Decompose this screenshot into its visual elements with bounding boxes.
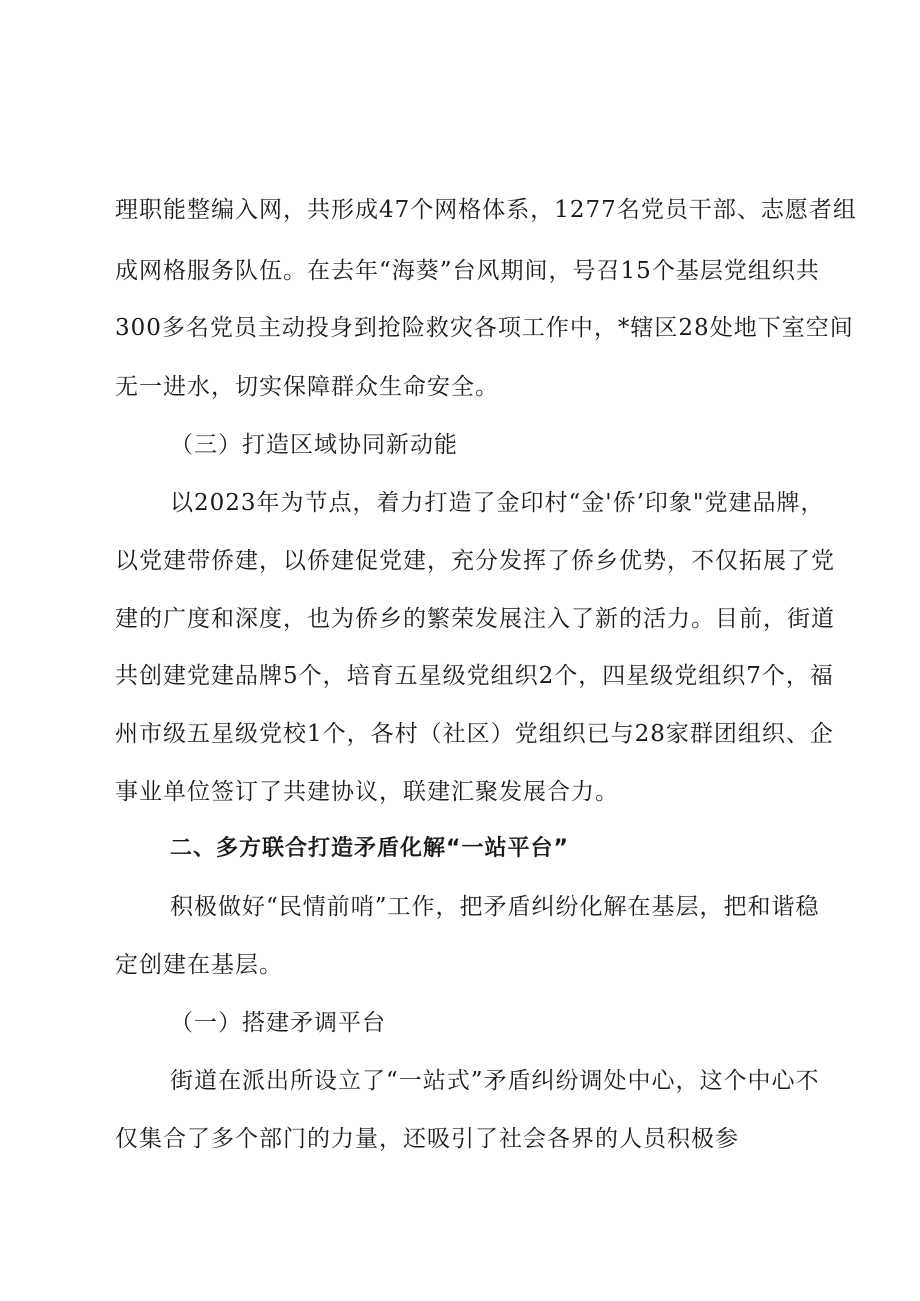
text-glyph: 个 xyxy=(322,721,347,747)
text-glyph: 者 xyxy=(808,197,833,223)
text-glyph: 项 xyxy=(497,315,522,341)
text-glyph: 愿 xyxy=(784,197,809,223)
text-glyph: 创 xyxy=(139,663,163,689)
text-glyph: 风 xyxy=(476,258,501,284)
paragraph-line xyxy=(115,313,854,343)
subheading-three: （三）打造区域协同新动能 xyxy=(170,432,458,458)
text-glyph: 格 xyxy=(163,258,187,284)
text-glyph: 组 xyxy=(698,663,723,689)
text-glyph: 与 xyxy=(610,721,635,747)
text-glyph: 的 xyxy=(619,606,643,632)
text-glyph: 级 xyxy=(442,663,467,689)
text-glyph: 空 xyxy=(805,315,830,341)
text-glyph: ， xyxy=(427,548,451,574)
text-glyph: 党 xyxy=(723,258,748,284)
text-glyph: 间 xyxy=(829,315,854,341)
text-glyph: 救 xyxy=(425,315,450,341)
text-glyph: 侨 xyxy=(571,548,595,574)
text-glyph: 党 xyxy=(209,315,234,341)
text-glyph: ， xyxy=(346,721,371,747)
text-glyph: 的 xyxy=(139,606,163,632)
text-glyph: 星 xyxy=(211,721,235,747)
text-glyph: 力 xyxy=(667,606,691,632)
text-glyph: * xyxy=(617,315,631,341)
text-glyph: 抢 xyxy=(377,315,402,341)
text-glyph: 个 xyxy=(761,663,786,689)
text-glyph: 作 xyxy=(545,315,570,341)
text-glyph: 乡 xyxy=(595,548,619,574)
text-glyph: 队 xyxy=(235,258,259,284)
text-glyph: 组 xyxy=(832,197,857,223)
text-glyph: 47 xyxy=(379,197,411,223)
text-glyph: 室 xyxy=(781,315,806,341)
text-glyph: 团 xyxy=(713,721,738,747)
text-glyph: 辖 xyxy=(630,315,655,341)
text-glyph: 党 xyxy=(379,548,403,574)
text-glyph: 动 xyxy=(281,315,306,341)
text-glyph: 员 xyxy=(233,315,258,341)
text-glyph: 织 xyxy=(514,663,539,689)
text-glyph: 建 xyxy=(403,548,427,574)
text-glyph: 了 xyxy=(571,606,595,632)
text-glyph: 发 xyxy=(475,606,499,632)
text-glyph: 不 xyxy=(691,548,715,574)
text-glyph: 能 xyxy=(163,197,187,223)
text-glyph: 网 xyxy=(259,197,283,223)
text-glyph: 级 xyxy=(235,721,259,747)
text-glyph: 期 xyxy=(500,258,525,284)
text-glyph: 28 xyxy=(634,721,666,747)
text-glyph: 党 xyxy=(514,721,539,747)
text-glyph: 葵 xyxy=(415,258,440,284)
text-glyph: 。 xyxy=(283,258,307,284)
text-glyph: 品 xyxy=(235,663,259,689)
text-glyph: 活 xyxy=(643,606,667,632)
text-glyph: 家 xyxy=(665,721,690,747)
text-glyph: 、 xyxy=(736,197,761,223)
text-glyph: ， xyxy=(785,663,810,689)
text-glyph: 势 xyxy=(643,548,667,574)
text-glyph: 织 xyxy=(562,721,587,747)
text-glyph: 召 xyxy=(596,258,621,284)
text-glyph: 编 xyxy=(211,197,235,223)
text-glyph: 展 xyxy=(763,548,787,574)
text-glyph: ， xyxy=(763,606,787,632)
paragraph-line xyxy=(115,256,820,286)
text-glyph: 28 xyxy=(678,315,710,341)
paragraph-line xyxy=(115,719,834,749)
text-glyph: 新 xyxy=(595,606,619,632)
text-glyph: 党 xyxy=(139,548,163,574)
text-glyph: 组 xyxy=(737,721,762,747)
text-glyph: 工 xyxy=(521,315,546,341)
text-glyph: 到 xyxy=(353,315,378,341)
text-glyph: 五 xyxy=(187,721,211,747)
text-glyph: 海 xyxy=(391,258,416,284)
text-glyph: 挥 xyxy=(523,548,547,574)
text-glyph: 仅 xyxy=(715,548,739,574)
text-glyph: 号 xyxy=(572,258,597,284)
text-glyph: 网 xyxy=(434,197,459,223)
text-glyph: 带 xyxy=(187,548,211,574)
text-glyph: ， xyxy=(283,197,307,223)
paragraph-line xyxy=(115,604,835,634)
paragraph-line: 以2023年为节点，着力打造了金印村“金'侨’印象"党建品牌， xyxy=(170,490,825,516)
text-glyph: 投 xyxy=(305,315,330,341)
text-glyph: 间 xyxy=(524,258,549,284)
text-glyph: 建 xyxy=(235,548,259,574)
text-glyph: 成 xyxy=(355,197,379,223)
text-glyph: 名 xyxy=(616,197,641,223)
text-glyph: 个 xyxy=(651,258,676,284)
subheading-one: （一）搭建矛调平台 xyxy=(170,1010,386,1036)
text-glyph: 网 xyxy=(139,258,163,284)
text-glyph: 广 xyxy=(163,606,187,632)
text-glyph: 2 xyxy=(538,663,555,689)
text-glyph: 培 xyxy=(346,663,371,689)
text-glyph: 务 xyxy=(211,258,235,284)
text-glyph: 、 xyxy=(785,721,810,747)
text-glyph: 处 xyxy=(709,315,734,341)
text-glyph: 区 xyxy=(654,315,679,341)
text-glyph: 300 xyxy=(115,315,162,341)
text-glyph: 前 xyxy=(739,606,763,632)
text-glyph: 共 xyxy=(307,197,331,223)
text-glyph: ， xyxy=(530,197,555,223)
text-glyph: 在 xyxy=(307,258,331,284)
text-glyph: 组 xyxy=(747,258,772,284)
text-glyph: 侨 xyxy=(307,548,331,574)
text-glyph: 体 xyxy=(482,197,507,223)
paragraph-line: 街道在派出所设立了“一站式”矛盾纠纷调处中心，这个中心不 xyxy=(170,1068,820,1094)
text-glyph: 整 xyxy=(187,197,211,223)
text-glyph: 个 xyxy=(410,197,435,223)
text-glyph: 个 xyxy=(554,663,579,689)
paragraph-line xyxy=(115,195,857,225)
text-glyph: 度 xyxy=(187,606,211,632)
text-glyph: 道 xyxy=(811,606,835,632)
text-glyph: 群 xyxy=(689,721,714,747)
text-glyph: 身 xyxy=(329,315,354,341)
text-glyph: ） xyxy=(490,721,515,747)
text-glyph: ， xyxy=(283,606,307,632)
text-glyph: 党 xyxy=(811,548,835,574)
text-glyph: 去 xyxy=(331,258,355,284)
text-glyph: 育 xyxy=(370,663,395,689)
text-glyph: 15 xyxy=(620,258,652,284)
text-glyph: 充 xyxy=(451,548,475,574)
text-glyph: 区 xyxy=(466,721,491,747)
text-glyph: 共 xyxy=(795,258,820,284)
text-glyph: 了 xyxy=(547,548,571,574)
text-glyph: 以 xyxy=(283,548,307,574)
text-glyph: 灾 xyxy=(449,315,474,341)
text-glyph: 党 xyxy=(187,663,211,689)
text-glyph: 注 xyxy=(523,606,547,632)
text-glyph: 深 xyxy=(235,606,259,632)
text-glyph: 组 xyxy=(490,663,515,689)
text-glyph: 四 xyxy=(602,663,627,689)
text-glyph: 拓 xyxy=(739,548,763,574)
text-glyph: 目 xyxy=(715,606,739,632)
text-glyph: 级 xyxy=(650,663,675,689)
text-glyph: 个 xyxy=(298,663,323,689)
paragraph-line: 仅集合了多个部门的力量，还吸引了社会各界的人员积极参 xyxy=(115,1126,739,1152)
text-glyph: ， xyxy=(259,548,283,574)
paragraph-line: 定创建在基层。 xyxy=(115,952,283,978)
text-glyph: 建 xyxy=(211,663,235,689)
text-glyph: 党 xyxy=(640,197,665,223)
text-glyph: 级 xyxy=(163,721,187,747)
text-glyph: 侨 xyxy=(355,606,379,632)
text-glyph: ， xyxy=(322,663,347,689)
section-heading: 二、多方联合打造矛盾化解“一站平台” xyxy=(170,836,569,861)
text-glyph: 织 xyxy=(722,663,747,689)
text-glyph: 5 xyxy=(283,663,299,689)
text-glyph: 层 xyxy=(699,258,724,284)
text-glyph: ， xyxy=(548,258,573,284)
text-glyph: 年 xyxy=(355,258,379,284)
text-glyph: 理 xyxy=(115,197,139,223)
text-glyph: 州 xyxy=(115,721,139,747)
text-glyph: 街 xyxy=(787,606,811,632)
text-glyph: 分 xyxy=(475,548,499,574)
text-glyph: 各 xyxy=(370,721,395,747)
text-glyph: 促 xyxy=(355,548,379,574)
text-glyph: 险 xyxy=(401,315,426,341)
text-glyph: 福 xyxy=(809,663,834,689)
text-glyph: 各 xyxy=(473,315,498,341)
text-glyph: 地 xyxy=(733,315,758,341)
text-glyph: 台 xyxy=(452,258,477,284)
text-glyph: 建 xyxy=(115,606,139,632)
text-glyph: 织 xyxy=(771,258,796,284)
text-glyph: ， xyxy=(578,663,603,689)
text-glyph: 系 xyxy=(506,197,531,223)
text-glyph: 发 xyxy=(499,548,523,574)
text-glyph: 的 xyxy=(403,606,427,632)
text-glyph: 多 xyxy=(161,315,186,341)
text-glyph: 以 xyxy=(115,548,139,574)
text-glyph: 乡 xyxy=(379,606,403,632)
text-glyph: ， xyxy=(667,548,691,574)
text-glyph: 村 xyxy=(394,721,419,747)
text-glyph: 企 xyxy=(809,721,834,747)
text-glyph: 展 xyxy=(499,606,523,632)
text-glyph: 成 xyxy=(115,258,139,284)
text-glyph: 7 xyxy=(746,663,762,689)
text-glyph: 组 xyxy=(538,721,563,747)
text-glyph: 牌 xyxy=(259,663,283,689)
text-glyph: 入 xyxy=(235,197,259,223)
text-glyph: 建 xyxy=(163,663,187,689)
text-glyph: 基 xyxy=(675,258,700,284)
text-glyph: 伍 xyxy=(259,258,283,284)
text-glyph: 度 xyxy=(259,606,283,632)
text-glyph: 中 xyxy=(569,315,594,341)
paragraph-line: 事业单位签订了共建协议，联建汇聚发展合力。 xyxy=(115,779,619,805)
text-glyph: 党 xyxy=(466,663,491,689)
text-glyph: 主 xyxy=(257,315,282,341)
text-glyph: 侨 xyxy=(211,548,235,574)
text-glyph: 星 xyxy=(626,663,651,689)
text-glyph: “ xyxy=(379,258,392,284)
text-glyph: 下 xyxy=(757,315,782,341)
text-glyph: 和 xyxy=(211,606,235,632)
text-glyph: 党 xyxy=(674,663,699,689)
text-glyph: 优 xyxy=(619,548,643,574)
text-glyph: 1 xyxy=(307,721,323,747)
text-glyph: ， xyxy=(593,315,618,341)
text-glyph: 部 xyxy=(712,197,737,223)
text-glyph: 形 xyxy=(331,197,355,223)
text-glyph: 服 xyxy=(187,258,211,284)
text-glyph: 为 xyxy=(331,606,355,632)
text-glyph: 建 xyxy=(331,548,355,574)
text-glyph: 荣 xyxy=(451,606,475,632)
text-glyph: 员 xyxy=(664,197,689,223)
text-glyph: 1277 xyxy=(554,197,617,223)
text-glyph: 职 xyxy=(139,197,163,223)
text-glyph: 社 xyxy=(442,721,467,747)
paragraph-line xyxy=(115,546,835,576)
paragraph-line: 无一进水，切实保障群众生命安全。 xyxy=(115,374,499,400)
text-glyph: 已 xyxy=(586,721,611,747)
text-glyph: 建 xyxy=(163,548,187,574)
text-glyph: 党 xyxy=(259,721,283,747)
text-glyph: 干 xyxy=(688,197,713,223)
text-glyph: 校 xyxy=(283,721,307,747)
text-glyph: （ xyxy=(418,721,443,747)
text-glyph: 五 xyxy=(394,663,419,689)
text-glyph: 入 xyxy=(547,606,571,632)
text-glyph: 志 xyxy=(760,197,785,223)
text-glyph: 繁 xyxy=(427,606,451,632)
text-glyph: 共 xyxy=(115,663,139,689)
paragraph-line xyxy=(115,661,834,691)
text-glyph: 织 xyxy=(761,721,786,747)
text-glyph: 星 xyxy=(418,663,443,689)
text-glyph: 。 xyxy=(691,606,715,632)
text-glyph: 市 xyxy=(139,721,163,747)
text-glyph: 名 xyxy=(185,315,210,341)
paragraph-line: 积极做好“民情前哨”工作，把矛盾纠纷化解在基层，把和谐稳 xyxy=(170,894,820,920)
text-glyph: ” xyxy=(439,258,453,284)
text-glyph: 也 xyxy=(307,606,331,632)
text-glyph: 格 xyxy=(458,197,483,223)
text-glyph: 了 xyxy=(787,548,811,574)
